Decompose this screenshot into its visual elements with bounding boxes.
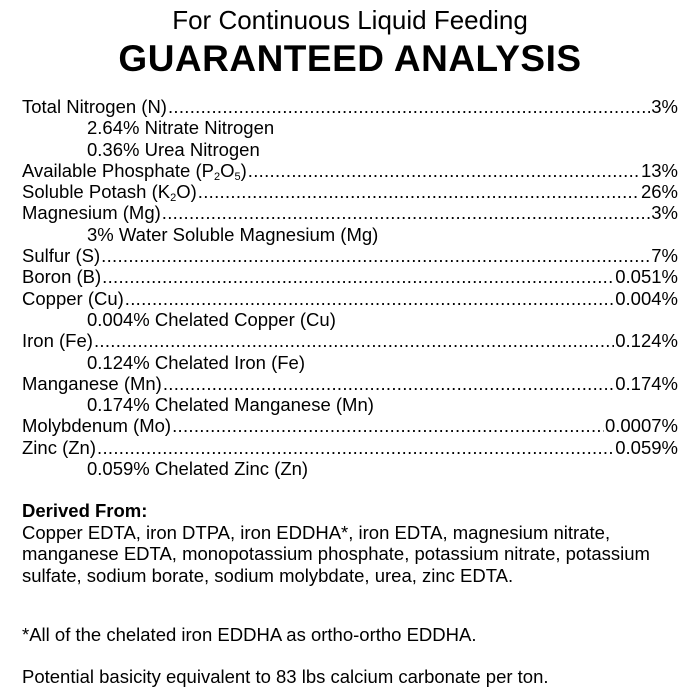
nutrient-row-total-nitrogen: [22, 96, 678, 117]
nutrient-name: Zinc (Zn): [22, 436, 96, 458]
nutrient-name: Magnesium (Mg): [22, 202, 161, 224]
dot-leader: [94, 330, 614, 351]
dot-leader: [101, 245, 650, 266]
nutrient-name: Available Phosphate $(P_2O_5)$: [22, 159, 247, 183]
nutrient-detail-magnesium: 3% Water Soluble Magnesium (Mg): [87, 223, 379, 245]
eddha-footnote: *All of the chelated iron EDDHA as ortho-ortho EDDHA.: [22, 624, 477, 645]
dot-leader: [172, 415, 604, 436]
nutrient-row-boron: [22, 266, 678, 287]
nutrient-value: 0.174%: [615, 372, 678, 394]
nutrient-detail-nitrate: 2.64% Nitrate Nitrogen: [87, 117, 275, 139]
nutrient-value: 3%: [651, 96, 678, 117]
nutrient-value: 0.124%: [615, 330, 678, 352]
nutrient-row-magnesium: [22, 202, 678, 223]
dot-leader: [97, 437, 614, 458]
nutrient-value: 0.059%: [615, 436, 678, 458]
nutrient-row-phosphate: [22, 160, 678, 181]
nutrient-row-manganese: [22, 373, 678, 394]
nutrient-name: Soluble Potash $(K_2O)$: [22, 181, 197, 205]
nutrient-detail-iron: 0.124% Chelated Iron (Fe): [87, 351, 306, 373]
derived-from-text: Copper EDTA, iron DTPA, iron EDDHA*, iron EDTA, magnesium nitrate, manganese EDTA, monopotassium phosphate, potassium nitrate, potassium sulfate, sodium borate, sodium molybdate, urea, zinc EDTA.: [22, 521, 650, 586]
nutrient-row-sulfur: [22, 245, 678, 266]
dot-leader: [162, 202, 650, 223]
dot-leader: [198, 181, 640, 202]
nutrient-detail-zinc: 0.059% Chelated Zinc (Zn): [87, 458, 309, 480]
nutrient-value: 7%: [651, 245, 678, 267]
basicity-note: Potential basicity equivalent to 83 lbs calcium carbonate per ton.: [22, 666, 549, 687]
dot-leader: [102, 266, 614, 287]
guaranteed-analysis-list: [22, 96, 678, 479]
nutrient-row-potash: [22, 181, 678, 205]
label-title: GUARANTEED ANALYSIS: [118, 38, 582, 79]
dot-leader: [168, 96, 650, 117]
nutrient-detail-copper: 0.004% Chelated Copper (Cu): [87, 308, 336, 330]
nutrient-name: Sulfur (S): [22, 245, 101, 267]
nutrient-name: Boron (B): [22, 266, 102, 288]
nutrient-row-molybdenum: [22, 415, 678, 436]
nutrient-name: Molybdenum (Mo): [22, 415, 172, 437]
nutrient-row-iron: [22, 330, 678, 351]
label-subtitle: For Continuous Liquid Feeding: [172, 5, 528, 35]
dot-leader: [125, 288, 614, 309]
nutrient-name: Total Nitrogen (N): [22, 96, 167, 117]
nutrient-row-zinc: [22, 437, 678, 458]
nutrient-detail-manganese: 0.174% Chelated Manganese (Mn): [87, 394, 374, 416]
derived-from-heading: Derived From:: [22, 500, 148, 521]
nutrient-name: Manganese (Mn): [22, 372, 162, 394]
derived-from-section: [22, 500, 682, 586]
nutrient-name: Iron (Fe): [22, 330, 93, 352]
nutrient-row-copper: [22, 288, 678, 309]
nutrient-value: 0.004%: [615, 287, 678, 309]
nutrient-value: 0.0007%: [604, 415, 678, 437]
nutrient-detail-urea: 0.36% Urea Nitrogen: [87, 138, 260, 160]
nutrient-value: 13%: [640, 159, 678, 181]
nutrient-value: 3%: [651, 202, 678, 224]
dot-leader: [163, 373, 614, 394]
nutrient-value: 0.051%: [615, 266, 678, 288]
dot-leader: [248, 160, 640, 181]
nutrient-value: 26%: [640, 181, 678, 203]
nutrient-name: Copper (Cu): [22, 287, 124, 309]
